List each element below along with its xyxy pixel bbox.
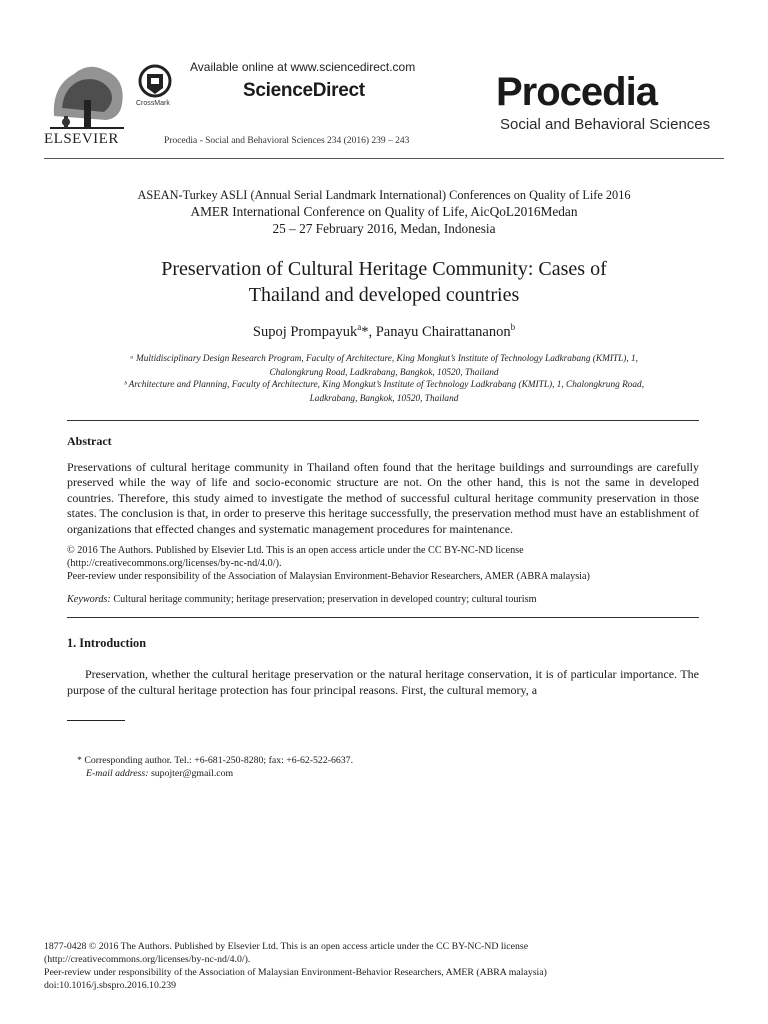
email-address[interactable]: supojter@gmail.com [148,768,234,779]
affiliation-a: ᵃ Multidisciplinary Design Research Program, Faculty of Architecture, King Mongkut’s Institute of Technology Ladkrabang (KMITL), 1, [129,354,638,364]
affiliation-a-cont: Chalongkrung Road, Ladkrabang, Bangkok, 10520, Thailand [269,368,499,378]
footer-issn-license: 1877-0428 © 2016 The Authors. Published by Elsevier Ltd. This is an open access article under the CC BY-NC-ND license [44,941,529,952]
paper-title-line-1: Preservation of Cultural Heritage Community: Cases of [161,258,607,280]
affiliation-marker: b [510,322,516,332]
affiliation-marker: a [357,322,362,332]
abstract-heading: Abstract [67,434,112,448]
journal-reference: Procedia - Social and Behavioral Sciences 234 (2016) 239 – 243 [164,136,410,146]
journal-subtitle: Social and Behavioral Sciences [500,116,711,133]
keywords-line [67,594,699,605]
journal-title: Procedia [496,70,657,114]
corresponding-marker: *, [361,323,376,340]
corresponding-author-note: * Corresponding author. Tel.: +6-681-250-8280; fax: +6-62-522-6637. [77,755,354,766]
email-note [86,768,233,779]
email-label: E-mail address: [86,768,149,779]
abstract-top-rule [67,420,699,421]
crossmark-label: CrossMark [136,100,170,107]
conference-name: AMER International Conference on Quality of Life, AicQoL2016Medan [190,204,578,219]
keywords-label: Keywords: [67,594,111,605]
section-heading: 1. Introduction [67,636,147,650]
abstract-bottom-rule [67,617,699,618]
sciencedirect-brand[interactable]: ScienceDirect [243,80,365,101]
header-divider [44,158,724,159]
license-statement: © 2016 The Authors. Published by Elsevier Ltd. This is an open access article under the CC BY-NC-ND license [67,545,524,556]
affiliation-b-cont: Ladkrabang, Bangkok, 10520, Thailand [309,394,459,404]
abstract-body: Preservations of cultural heritage community in Thailand often found that the heritage buildings and surroundings are carefully preserved while the way of life and socio-economic structure are not. On the other hand, this is not the same in developed countries. Therefore, this study aimed to investigate the method of successful cultural heritage community preservation in those states. The conclusion is that, in order to preserve this heritage successfully, the preservation method must have an establishment of organizations that effected changes and systematic management procedures for maintenance. [67,460,699,536]
keywords-list: Cultural heritage community; heritage preservation; preservation in developed country; cultural tourism [110,594,537,605]
footer-doi[interactable]: doi:10.1016/j.sbspro.2016.10.239 [44,980,176,991]
conference-dates: 25 – 27 February 2016, Medan, Indonesia [272,221,496,236]
author-list [0,322,768,341]
peer-review-statement: Peer-review under responsibility of the Association of Malaysian Environment-Behavior Researchers, AMER (ABRA malaysia) [67,571,590,582]
license-block [67,544,699,583]
conference-series: ASEAN-Turkey ASLI (Annual Serial Landmark International) Conferences on Quality of Life 2016 [137,188,631,202]
footer-peer-review: Peer-review under responsibility of the Association of Malaysian Environment-Behavior Researchers, AMER (ABRA malaysia) [44,967,547,978]
footnote-rule [67,720,125,721]
affiliation-b: ᵇ Architecture and Planning, Faculty of Architecture, King Mongkut’s Institute of Technology Ladkrabang (KMITL), 1, Chalongkrung Road, [123,380,645,390]
paper-title-line-2: Thailand and developed countries [248,284,520,306]
available-online-text: Available online at www.sciencedirect.com [190,60,416,74]
footer-license-link[interactable]: (http://creativecommons.org/licenses/by-nc-nd/4.0/). [44,954,251,965]
introduction-paragraph: Preservation, whether the cultural heritage preservation or the natural heritage conservation, it is of particular importance. The purpose of the cultural heritage protection has four principal reasons. First, the cultural memory, a [67,667,699,697]
author-name: Panayu Chairattananon [375,323,511,340]
publisher-wordmark: ELSEVIER [44,131,119,147]
author-name: Supoj Prompayuk [252,323,358,340]
license-link[interactable]: (http://creativecommons.org/licenses/by-nc-nd/4.0/). [67,558,282,569]
